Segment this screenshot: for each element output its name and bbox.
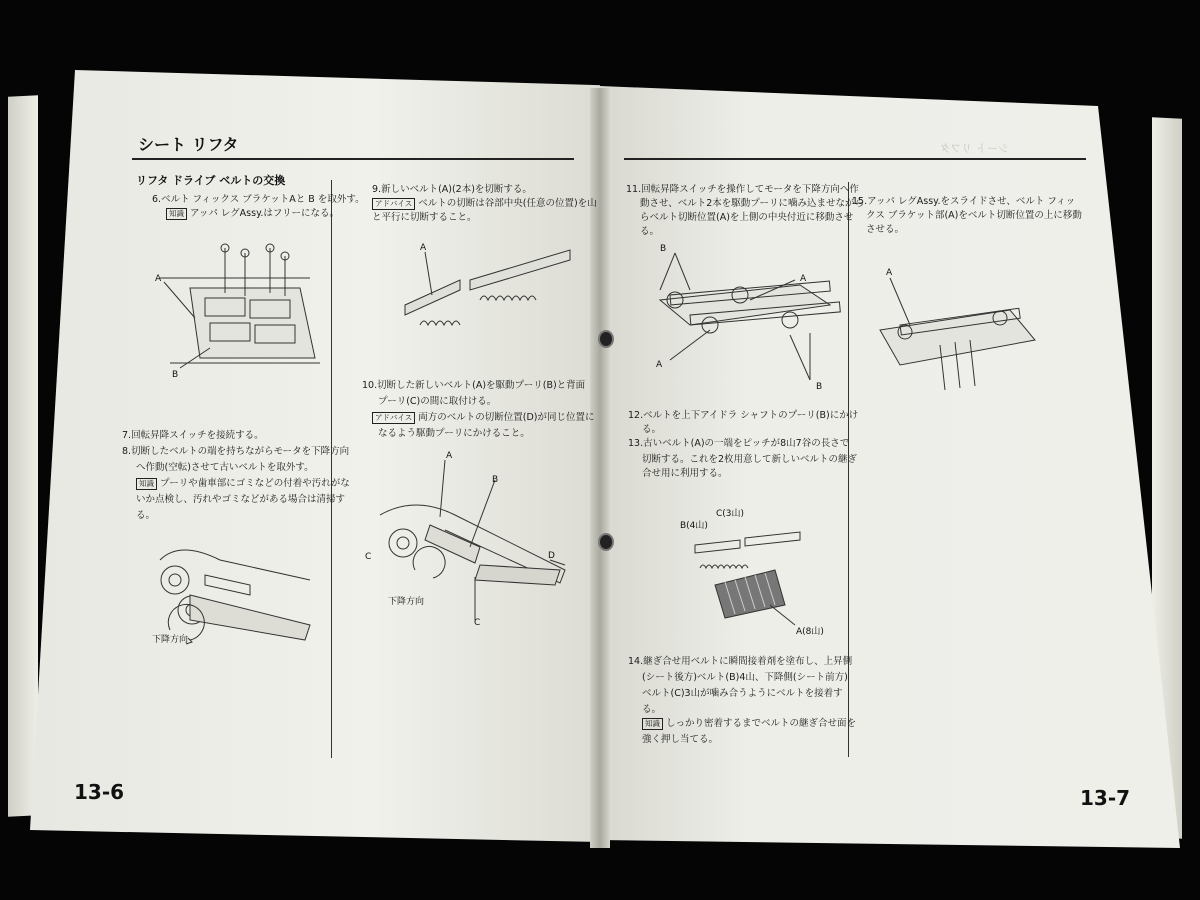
page-number-left: 13-6 [74, 780, 125, 804]
step-14-line2: (シート後方)ベルト(B)4山、下降側(シート前方) [642, 672, 848, 683]
page-header-title: シート リフタ [138, 135, 239, 154]
step-10-line1: 10.切断した新しいベルト(A)を駆動プーリ(B)と背面 [362, 380, 586, 391]
step-15-line1: 15.アッパ レグAssy.をスライドさせ、ベルト フィッ [852, 196, 1076, 207]
step-6-note-text: アッパ レグAssy.はフリーになる。 [190, 208, 339, 219]
step-11-line4: る。 [640, 226, 660, 237]
figure-splice-belt [690, 510, 820, 630]
step-8-line1: 8.切断したベルトの端を持ちながらモータを下降方向 [122, 446, 350, 457]
bleed-through-text: シート リフタ [940, 142, 1009, 155]
fig1-label-b: B [172, 370, 179, 380]
fig4-direction-label: 下降方向 [388, 597, 425, 607]
step-13-line2: 切断する。これを2枚用意して新しいベルトの継ぎ [642, 454, 858, 465]
step-11-line1: 11.回転昇降スイッチを操作してモータを下降方向へ作 [626, 184, 859, 195]
step-11-line3: らベルト切断位置(A)を上側の中央付近に移動させ [640, 212, 854, 223]
step-10-line2: プーリ(C)の間に取付ける。 [378, 396, 497, 407]
fig4-label-b: B [492, 475, 499, 485]
step-8-note-line1 [136, 476, 350, 492]
fig5-label-b2: B [816, 382, 823, 392]
step-11-line2: 動させ、ベルト2本を駆動プーリに噛み込ませながら [640, 198, 864, 209]
step-6-note [166, 206, 339, 222]
fig4-label-a: A [446, 451, 453, 461]
step-10-line3 [372, 410, 595, 426]
advice-tag: アドバイス [372, 198, 415, 210]
step-8-note-line2: いか点検し、汚れやゴミなどがある場合は清掃す [136, 494, 346, 505]
fig5-label-a2: A [656, 360, 663, 370]
step-14-note-line2: 強く押し当てる。 [642, 734, 719, 745]
fig6-label-c: C(3山) [716, 509, 745, 519]
step-9-line3: と平行に切断すること。 [372, 212, 477, 223]
page-stack-left-edge [8, 95, 38, 817]
fig7-label-a: A [886, 268, 893, 278]
fig5-label-a1: A [800, 274, 807, 284]
note-tag: 知識 [642, 718, 663, 730]
note-tag: 知識 [136, 478, 157, 490]
step-13-line3: 合せ用に利用する。 [642, 468, 728, 479]
step-15-line3: させる。 [866, 224, 905, 235]
step-14-line4: る。 [642, 704, 662, 715]
fig5-label-b1: B [660, 244, 667, 254]
fig4-label-d: D [548, 551, 555, 561]
step-9-line1: 9.新しいベルト(A)(2本)を切断する。 [372, 184, 532, 195]
fig4-label-c1: C [365, 552, 372, 562]
binder-hole [598, 533, 614, 551]
column-divider [331, 180, 332, 758]
step-9-advice-text: ベルトの切断は谷部中央(任意の位置)を山 [418, 198, 597, 209]
figure-bracket-removal [150, 238, 330, 388]
fig1-label-a: A [155, 274, 162, 284]
figure-pulley-assembly [650, 245, 840, 385]
step-10-line4: なるよう駆動プーリにかけること。 [378, 428, 530, 439]
section-title: リフタ ドライブ ベルトの交換 [136, 174, 286, 187]
step-14-note-text: しっかり密着するまでベルトの継ぎ合せ面を [666, 718, 857, 729]
fig6-label-b: B(4山) [680, 521, 708, 531]
step-6: 6.ベルト フィックス ブラケットAと B を取外す。 [152, 194, 365, 205]
step-8-note-line3: る。 [136, 510, 156, 521]
fig6-label-a: A(8山) [796, 627, 824, 637]
step-12-line2: る。 [642, 424, 662, 435]
fig2-direction-label: 下降方向 [152, 635, 189, 645]
figure-fix-bracket-position [870, 270, 1040, 410]
column-divider-right [848, 182, 849, 757]
binder-hole [598, 330, 614, 348]
header-rule-right [624, 158, 1086, 160]
step-8-line2: へ作動(空転)させて古いベルトを取外す。 [136, 462, 314, 473]
step-14-note-line1 [642, 716, 856, 732]
step-13-line1: 13.古いベルト(A)の一端をピッチが8山7谷の長さで [628, 438, 850, 449]
step-10-advice-text: 両方のベルトの切断位置(D)が同じ位置に [418, 412, 595, 423]
step-8-note-text1: プーリや歯車部にゴミなどの付着や汚れがな [160, 478, 350, 489]
step-14-line3: ベルト(C)3山が噛み合うようにベルトを接着す [642, 688, 843, 699]
advice-tag: アドバイス [372, 412, 415, 424]
step-14-line1: 14.継ぎ合せ用ベルトに瞬間接着剤を塗布し、上昇側 [628, 656, 853, 667]
step-15-line2: クス ブラケット部(A)をベルト切断位置の上に移動 [866, 210, 1082, 221]
step-12-line1: 12.ベルトを上下アイドラ シャフトのプーリ(B)にかけ [628, 410, 859, 421]
note-tag: 知識 [166, 208, 187, 220]
header-rule [132, 158, 574, 160]
fig3-label-a: A [420, 243, 427, 253]
step-7: 7.回転昇降スイッチを接続する。 [122, 430, 264, 441]
fig4-label-c2: C [474, 618, 481, 628]
figure-belt-cut [400, 240, 580, 350]
page-number-right: 13-7 [1080, 786, 1131, 810]
